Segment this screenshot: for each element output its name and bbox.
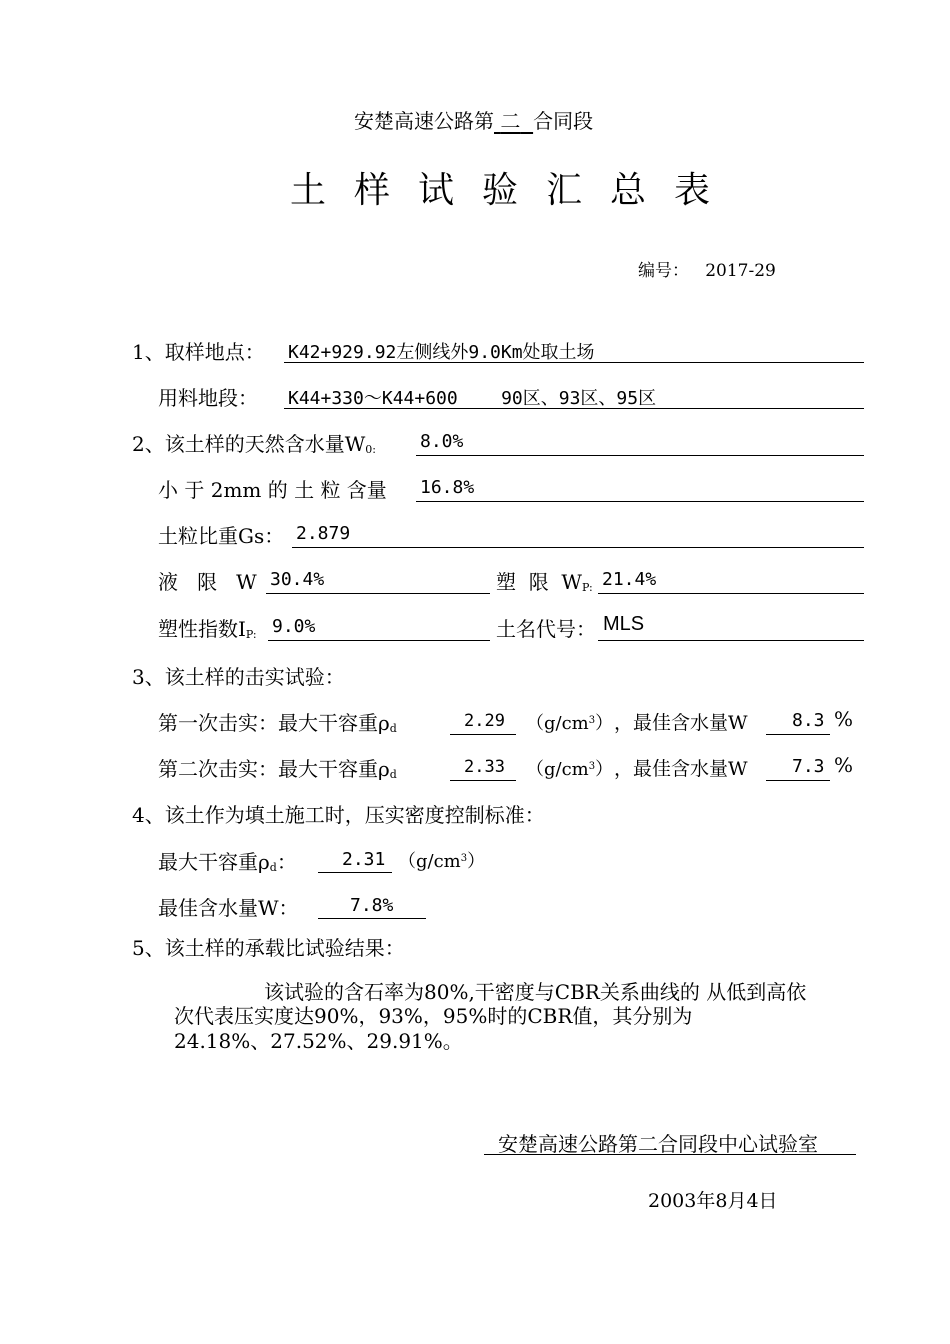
second-percent: % (834, 753, 854, 777)
plasticity-index-label: 塑性指数$I_{P:}$ (158, 617, 257, 641)
second-moisture-value: 7.3 (792, 756, 825, 777)
moisture-label: 2、该土样的天然含水量$W_{0:}$ (132, 432, 376, 456)
liquid-limit-value: 30.4% (270, 569, 325, 590)
cbr-result-line-2: 次代表压实度达90%，93%，95%时的CBR值，其分别为 (174, 1004, 693, 1028)
plasticity-index-value: 9.0% (272, 616, 316, 637)
control-density-unit: $(g/cm^3)$ (398, 851, 486, 872)
plasticity-index-underline (268, 640, 490, 641)
liquid-limit-underline (266, 593, 490, 594)
usage-underline (284, 408, 864, 409)
usage-value: K44+330～K44+600 90区、93区、95区 (288, 388, 657, 409)
cbr-result-line-1: 该试验的含石率为80%,干密度与CBR关系曲线的 从低到高依 (264, 980, 807, 1004)
gs-label: 土粒比重Gs： (158, 524, 285, 548)
soil-code-label: 土名代号： (496, 617, 596, 641)
first-percent: % (834, 707, 854, 731)
second-density-unit: $(g/cm^3)$ (526, 759, 614, 780)
moisture-value: 8.0% (420, 431, 464, 452)
second-optimum-label: ，最佳含水量W (614, 758, 748, 780)
cbr-heading: 5、该土样的承载比试验结果： (132, 936, 405, 960)
fine-content-value: 16.8% (420, 477, 475, 498)
contract-number: 二 (500, 109, 521, 133)
fine-content-underline (416, 501, 864, 502)
contract-line (354, 105, 593, 134)
serial-number (638, 256, 776, 281)
issuing-organization: 安楚高速公路第二合同段中心试验室 (498, 1132, 818, 1156)
first-moisture-value: 8.3 (792, 710, 825, 731)
sampling-underline (284, 362, 864, 363)
second-density-underline (450, 780, 516, 781)
plastic-limit-value: 21.4% (602, 569, 657, 590)
compaction-heading: 3、该土样的击实试验： (132, 665, 345, 689)
soil-code-underline (598, 640, 864, 641)
first-optimum-label: ，最佳含水量W (614, 712, 748, 734)
control-moisture-label: 最佳含水量W： (158, 896, 299, 920)
second-density-value: 2.33 (464, 757, 505, 777)
control-density-underline (318, 872, 392, 873)
first-compaction-label: 第一次击实：最大干容重$\rho_d$ (158, 711, 397, 735)
serial-value: 2017-29 (705, 261, 776, 281)
first-moisture-underline (766, 734, 830, 735)
liquid-limit-label: 液 限 W (158, 570, 257, 594)
gs-value: 2.879 (296, 523, 351, 544)
sampling-label: 1、取样地点： (132, 340, 265, 364)
control-density-label: 最大干容重$\rho_d$： (158, 850, 297, 874)
gs-underline (292, 547, 864, 548)
plastic-limit-underline (598, 593, 864, 594)
report-date: 2003年8月4日 (648, 1190, 778, 1212)
first-density-underline (450, 734, 516, 735)
control-moisture-underline (318, 918, 426, 919)
serial-label: 编号： (638, 261, 689, 281)
moisture-underline (416, 455, 864, 456)
contract-suffix: 合同段 (533, 109, 594, 133)
first-density-value: 2.29 (464, 711, 505, 731)
control-moisture-value: 7.8% (350, 895, 394, 916)
soil-code-value: MLS (603, 613, 645, 635)
page-title: 土样试验汇总表 (290, 170, 739, 211)
fine-content-label: 小 于 2mm 的 土 粒 含量 (158, 478, 387, 502)
sampling-value: K42+929.92左侧线外9.0Km处取土场 (288, 342, 595, 363)
control-standard-heading: 4、该土作为填土施工时，压实密度控制标准： (132, 803, 545, 827)
usage-label: 用料地段： (158, 386, 258, 410)
plastic-limit-label: 塑 限 $W_{P:}$ (496, 570, 593, 594)
control-density-value: 2.31 (342, 849, 386, 870)
contract-prefix: 安楚高速公路第 (354, 109, 494, 133)
organization-underline (484, 1154, 856, 1155)
first-density-unit: $(g/cm^3)$ (526, 713, 614, 734)
second-compaction-label: 第二次击实：最大干容重$\rho_d$ (158, 757, 397, 781)
cbr-result-line-3: 24.18%、27.52%、29.91%。 (174, 1029, 463, 1053)
second-moisture-underline (766, 780, 830, 781)
